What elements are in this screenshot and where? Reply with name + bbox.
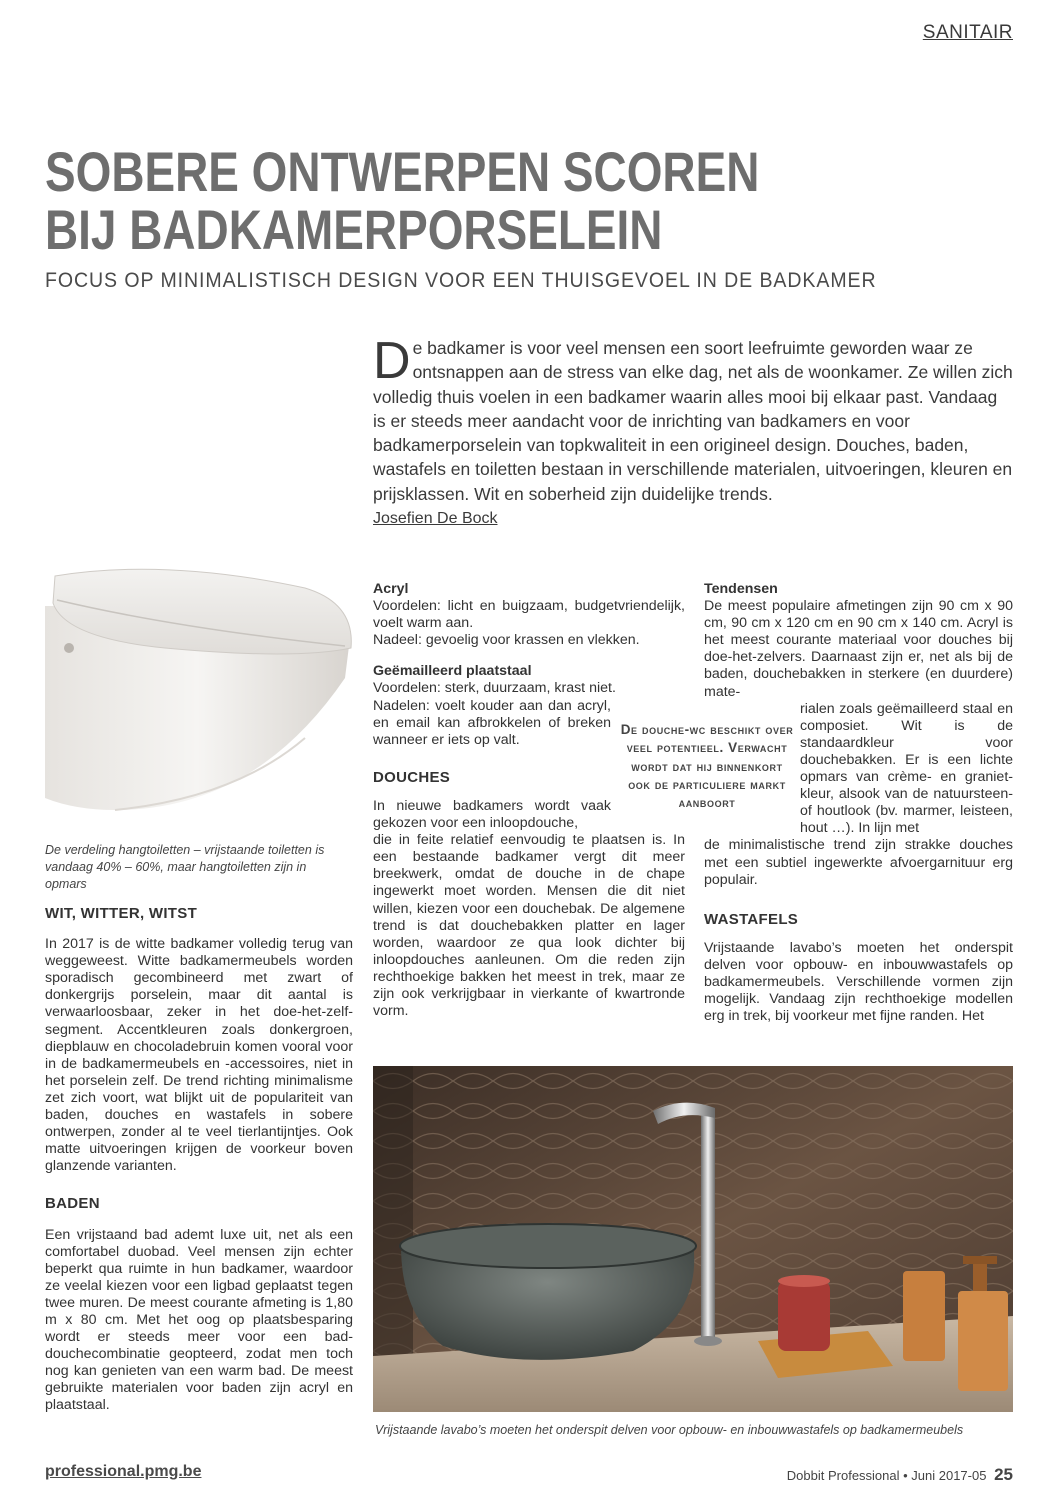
heading-wastafels: WASTAFELS bbox=[704, 910, 799, 928]
heading-wit: WIT, WITTER, WITST bbox=[45, 905, 198, 922]
intro-text: e badkamer is voor veel mensen een soort leefruimte geworden waar ze ontsnappen aan de stress van elke dag, net als de woonkamer. Ze willen zich volledig thuis voelen in een badkamer waarin alles mooi bij elkaar past. Vandaag is er steeds meer aandacht voor de inrichting van badkamers en voor badkamerporselein van topkwaliteit in een origineel design. Douches, baden, wastafels en toiletten bestaan in verschillende materialen, uitvoeringen, kleuren en prijsklassen. Wit en soberheid zijn duidelijke trends. bbox=[373, 338, 1013, 504]
column-3 bbox=[704, 581, 1013, 1025]
section-tag: SANITAIR bbox=[922, 22, 1013, 43]
paragraph-wastafels: Vrijstaande lavabo’s moeten het onderspit delven voor opbouw- en inbouwwastafels op badkamermeubels. Verschillende vormen zijn mogelijk. Vandaag zijn rechthoekige modellen erg in trek, bij voorkeur met fijne randen. Het bbox=[704, 939, 1013, 1025]
paragraph-douches-start: In nieuwe badkamers wordt vaak gekozen voor een inloopdouche, bbox=[373, 797, 611, 832]
tendensen-text-3: de minimalistische trend zijn strakke douches met een subtiel ingewerkte afvoergarnituur erg populair. bbox=[704, 837, 1013, 888]
page-number: 25 bbox=[994, 1465, 1013, 1484]
heading-tendensen: Tendensen bbox=[704, 581, 778, 597]
footer-website-link[interactable]: professional.pmg.be bbox=[45, 1463, 202, 1480]
plaatstaal-cons: Nadelen: voelt kouder aan dan acryl, en email kan afbrokkelen of breken wanneer er iets op valt. bbox=[373, 697, 611, 748]
paragraph-douches: die in feite relatief eenvoudig te plaatsen is. In een bestaande badkamer vergt dit meer breekwerk, omdat de douche in de chape ingewerkt moet worden. Mensen die dit niet willen, kiezen voor een douchebak. De algemene trend is dat douchebakken platter en lager worden, waardoor ze qua look dichter bij inloopdouches aanleunen. Om die reden zijn rechthoekige bakken het meest in trek, maar ze zijn ook verkrijgbaar in vierkante of kwartronde vorm. bbox=[373, 832, 685, 1020]
wall-hung-toilet-photo bbox=[45, 548, 353, 834]
tendensen-text-2: rialen zoals geëmailleerd staal en composiet. Wit is de standaardkleur voor douchebakken. Er is een lichte opmars van crème- en graniet-kleur, alsook van de natuursteen- of houtlook (bv. marmer, leisteen, hout …). In lijn met bbox=[800, 700, 1013, 837]
sink-photo-caption: Vrijstaande lavabo’s moeten het onderspit delven voor opbouw- en inbouwwastafels op badkamermeubels bbox=[375, 1423, 964, 1437]
heading-baden: BADEN bbox=[45, 1195, 100, 1213]
vessel-sink-photo bbox=[373, 1066, 1013, 1412]
paragraph-wit: In 2017 is de witte badkamer volledig terug van weggeweest. Witte badkamermeubels worden sporadisch gecombineerd met zwart of donkergrijs porselein, maar dit aantal is verwaarloosbaar, zeker in het doe-het-zelf-segment. Accentkleuren zoals donkergroen, diepblauw en chocoladebruin komen vooral voor in de badkamermeubels en -accessoires, niet in het porselein zelf. De trend richting minimalisme zet zich voort, wat blijkt uit de populariteit van baden, douches en wastafels in sobere ontwerpen, zonder al te veel tierlantijntjes. Ook matte uitvoeringen krijgen de voorkeur boven glanzende varianten. bbox=[45, 936, 353, 1175]
acryl-pros: Voordelen: licht en buigzaam, budgetvriendelijk, voelt warm aan. bbox=[373, 598, 685, 632]
acryl-cons: Nadeel: gevoelig voor krassen en vlekken. bbox=[373, 632, 640, 649]
article-subtitle: FOCUS OP MINIMALISTISCH DESIGN VOOR EEN THUISGEVOEL IN DE BADKAMER bbox=[45, 269, 877, 292]
title-line-1: SOBERE ONTWERPEN SCOREN bbox=[45, 140, 760, 203]
intro-paragraph bbox=[373, 332, 1013, 506]
toilet-photo-caption: De verdeling hangtoiletten – vrijstaande toiletten is vandaag 40% – 60%, maar hangtoiletten zijn in opmars bbox=[45, 843, 325, 891]
article-title bbox=[45, 140, 832, 261]
author-byline: Josefien De Bock bbox=[373, 510, 498, 527]
drop-cap: D bbox=[373, 332, 411, 390]
heading-plaatstaal: Geëmailleerd plaatstaal bbox=[373, 663, 532, 680]
heading-acryl: Acryl bbox=[373, 581, 409, 597]
column-1 bbox=[45, 905, 353, 1415]
paragraph-baden: Een vrijstaand bad ademt luxe uit, net als een comfortabel duobad. Veel mensen zijn echter beperkt qua ruimte in hun badkamer, waardoor ze veelal kiezen voor een ligbad geplaatst tegen twee muren. De meest courante afmeting is 1,80 m x 80 cm. Met het oog op plaatsbesparing wordt er steeds meer voor een bad-douchecombinatie geopteerd, zodat men toch nog kan genieten van een warm bad. De meest gebruikte materialen voor baden zijn acryl en plaatstaal. bbox=[45, 1226, 353, 1414]
publication-info: Dobbit Professional • Juni 2017-05 bbox=[786, 1468, 987, 1483]
pull-quote: De douche-wc beschikt over veel potentieel. Verwacht wordt dat hij binnenkort ook de particuliere markt aanboort bbox=[618, 721, 796, 812]
tendensen-text-1: De meest populaire afmetingen zijn 90 cm x 90 cm, 90 cm x 120 cm en 90 cm x 140 cm. Acryl is het meest courante materiaal voor douches bij doe-het-zelvers. Daarnaast zijn er, net als bij de baden, douchebakken in sterkere (en duurdere) mate- bbox=[704, 598, 1013, 700]
plaatstaal-pros: Voordelen: sterk, duurzaam, krast niet. bbox=[373, 680, 616, 697]
heading-douches: DOUCHES bbox=[373, 768, 451, 786]
title-line-2: BIJ BADKAMERPORSELEIN bbox=[45, 198, 663, 261]
footer-info bbox=[787, 1465, 1013, 1485]
